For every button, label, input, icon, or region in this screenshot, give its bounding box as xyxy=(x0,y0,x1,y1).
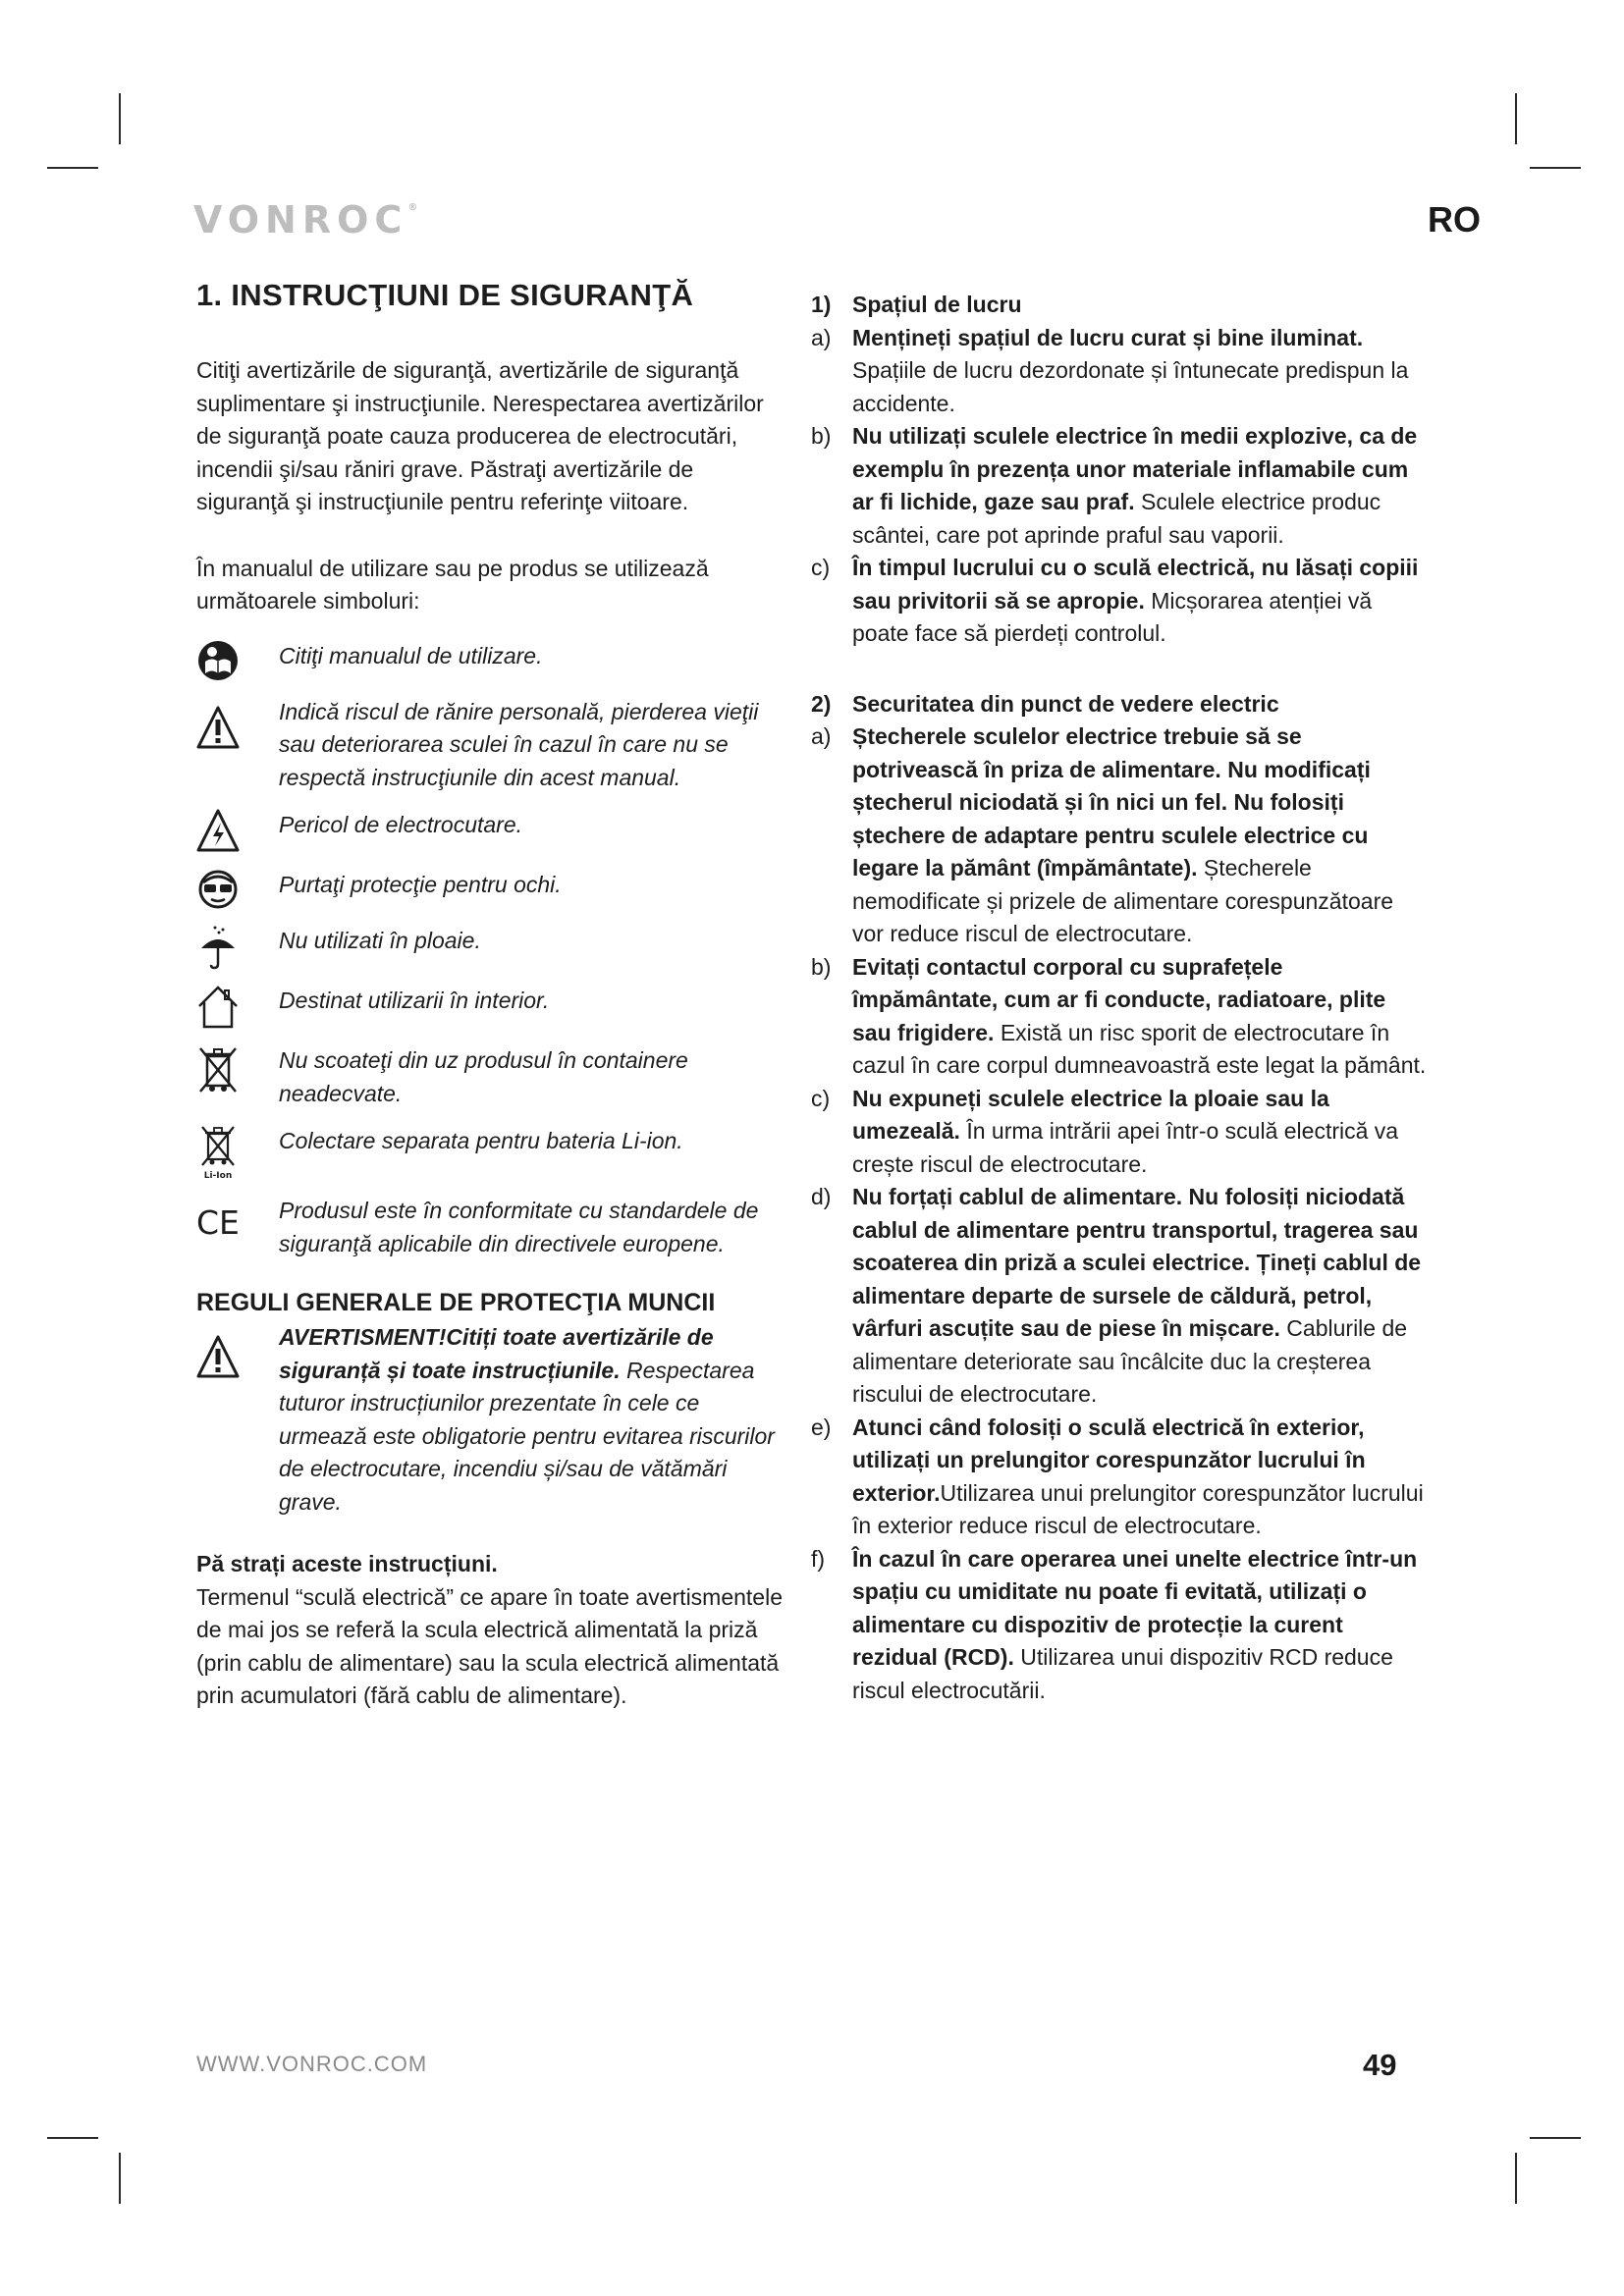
eye-protection-icon xyxy=(196,869,240,910)
symbol-text: Nu utilizati în ploaie. xyxy=(279,928,481,954)
list-item: a) Ștecherele sculelor electrice trebuie să se potrivească în priza de alimentare. Nu modificați ștecherul niciodată și în nici un fel. Nu folosiți ștechere de adaptare pentru sculele electrice cu legare la pământ (împământate). Ștecherele nemodificate și prizele de alimentare corespunzătoare vor reduce riscul de electrocutare. xyxy=(811,723,1394,946)
section-title xyxy=(811,289,1430,322)
symbol-row xyxy=(196,1044,785,1110)
list-item: c) În timpul lucrului cu o sculă electrică, nu lăsați copiii sau privitorii să se apropie. Micșorarea atenției vă poate face să pierdeți controlul. xyxy=(811,555,1419,646)
crop-mark xyxy=(47,2137,98,2139)
symbol-text: Indică riscul de rănire personală, pierderea vieţii sau deteriorarea sculei în cazul în care nu se respectă instrucţiunile din acest manual. xyxy=(279,698,759,790)
symbol-row xyxy=(196,809,785,854)
language-code: RO xyxy=(1428,199,1481,240)
warning-bold: AVERTISMENT!Citiți toate avertizările de siguranță și toate instrucțiunile. xyxy=(279,1324,714,1383)
warning-text xyxy=(279,1321,785,1519)
warning-icon xyxy=(196,1321,240,1380)
symbol-row xyxy=(196,640,785,681)
symbol-row xyxy=(196,1195,785,1260)
symbols-intro: În manualul de utilizare sau pe produs se utilizează următoarele simboluri: xyxy=(196,555,709,614)
list-item: d) Nu forțați cablul de alimentare. Nu folosiți niciodată cablul de alimentare pentru transportul, tragerea sau scoaterea din priză a sculei electrice. Țineți cablul de alimentare departe de sursele de căldură, petrol, vârfuri ascuțite sau de piese în mișcare. Cablurile de alimentare deteriorate sau încâlcite duc la creșterea riscului de electrocutare. xyxy=(811,1184,1422,1407)
crop-mark xyxy=(1515,2153,1517,2204)
left-column xyxy=(196,277,785,1713)
crop-mark xyxy=(47,167,98,169)
right-column xyxy=(811,289,1430,1707)
symbol-row xyxy=(196,869,785,910)
symbol-text: Destinat utilizarii în interior. xyxy=(279,988,550,1014)
symbol-row xyxy=(196,1125,785,1180)
li-ion-bin-icon xyxy=(196,1125,240,1180)
section-heading: Spațiul de lucru xyxy=(852,292,1022,317)
symbol-text: Citiţi manualul de utilizare. xyxy=(279,642,543,668)
symbol-row xyxy=(196,985,785,1030)
list-item: c) Nu expuneți sculele electrice la ploaie sau la umezeală. În urma intrării apei într-o sculă electrică va crește riscul de electrocutare. xyxy=(811,1085,1399,1177)
symbol-text: Pericol de electrocutare. xyxy=(279,812,523,838)
ce-mark-icon xyxy=(196,1195,240,1240)
list-item: b) Nu utilizați sculele electrice în medii explozive, ca de exemplu în prezența unor materiale inflamabile cum ar fi lichide, gaze sau praf. Sculele electrice produc scântei, care pot aprinde praful sau vaporii. xyxy=(811,423,1418,548)
list-item: b) Evitați contactul corporal cu suprafețele împământate, cum ar fi conducte, radiatoare, plite sau frigidere. Există un risc sporit de electrocutare în cazul în care corpul dumneavoastră este legat la pământ. xyxy=(811,953,1427,1078)
house-icon xyxy=(196,985,240,1030)
section-heading: Securitatea din punct de vedere electric xyxy=(852,690,1279,717)
crop-mark xyxy=(1530,167,1581,169)
page-title: 1. INSTRUCŢIUNI DE SIGURANŢĂ xyxy=(196,278,694,312)
li-ion-label: Li-Ion xyxy=(203,1171,233,1181)
section-number: 1) xyxy=(811,292,832,317)
symbol-text: Colectare separata pentru bateria Li-ion. xyxy=(279,1128,683,1154)
page-number: 49 xyxy=(1363,2048,1397,2082)
symbol-text: Produsul este în conformitate cu standardele de siguranţă aplicabile din directivele europene. xyxy=(279,1198,759,1256)
rules-title: REGULI GENERALE DE PROTECŢIA MUNCII xyxy=(196,1289,716,1317)
crop-mark xyxy=(1515,93,1517,144)
symbol-row xyxy=(196,696,785,795)
general-warning xyxy=(196,1321,785,1519)
warning-icon xyxy=(196,696,240,753)
symbol-row xyxy=(196,925,785,970)
umbrella-icon xyxy=(196,925,240,970)
list-item: e) Atunci când folosiți o sculă electrică în exterior, utilizați un prelungitor corespunzător lucrului în exterior.Utilizarea unui prelungitor corespunzător lucrului în exterior reduce riscul de electrocutare. xyxy=(811,1414,1424,1538)
crop-mark xyxy=(119,93,121,144)
section-number: 2) xyxy=(811,690,832,717)
brand-logo: VONROC® xyxy=(193,198,418,241)
symbol-text: Nu scoateţi din uz produsul în containere neadecvate. xyxy=(279,1047,688,1106)
list-item: a) Mențineți spațiul de lucru curat și bine iluminat. Spațiile de lucru dezordonate și întunecate predispun la accidente. xyxy=(811,324,1409,416)
keep-instructions-title: Pă strați aceste instrucțiuni. xyxy=(196,1551,498,1577)
intro-paragraph: Citiţi avertizările de siguranţă, avertizările de siguranţă suplimentare şi instrucţiunile. Nerespectarea avertizărilor de siguranţă poate cauza producerea de electrocutări, incendii şi/sau răniri grave. Păstraţi avertizările de siguranţă şi instrucţiunile pentru referinţe viitoare. xyxy=(196,357,764,515)
crossed-bin-icon xyxy=(196,1044,240,1095)
crop-mark xyxy=(1530,2137,1581,2139)
ce-label: CE xyxy=(196,1204,240,1241)
symbol-text: Purtaţi protecţie pentru ochi. xyxy=(279,872,562,898)
footer-url: WWW.VONROC.COM xyxy=(196,2052,428,2076)
electric-shock-icon xyxy=(196,809,240,854)
section-title xyxy=(811,688,1430,721)
list-item: f) În cazul în care operarea unei unelte electrice într-un spațiu cu umiditate nu poate fi evitată, utilizați o alimentare cu dispozitiv de protecție la curent rezidual (RCD). Utilizarea unui dispozitiv RCD reduce riscul electrocutării. xyxy=(811,1545,1418,1703)
keep-instructions-text: Termenul “sculă electrică” ce apare în toate avertismentele de mai jos se referă la scula electrică alimentată la priză (prin cablu de alimentare) sau la scula electrică alimentată prin acumulatori (fără cablu de alimentare). xyxy=(196,1583,784,1709)
crop-mark xyxy=(119,2153,121,2204)
warning-rest: Respectarea tuturor instrucțiunilor prezentate în cele ce urmează este obligatorie pentru evitarea riscurilor de electrocutare, incendiu și/sau de vătămări grave. xyxy=(279,1357,775,1515)
manual-icon xyxy=(196,640,240,681)
